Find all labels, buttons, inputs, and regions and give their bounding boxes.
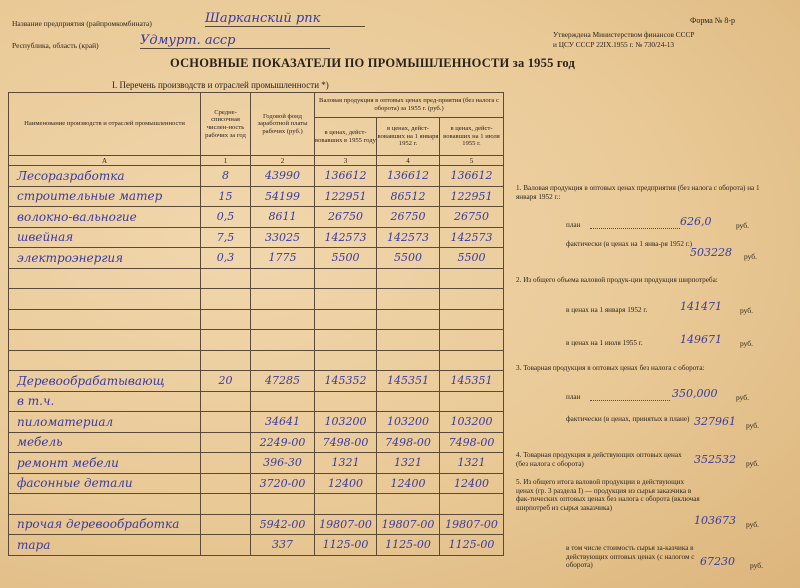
unit: руб.	[746, 421, 759, 430]
table-row	[9, 268, 504, 289]
table-row	[9, 473, 504, 494]
row-wage: 34641	[251, 412, 315, 433]
item3-plan-value: 350,000	[672, 387, 718, 400]
row-gross-current: 5500	[315, 248, 377, 269]
form-number: Форма № 8-р	[690, 16, 736, 25]
col-number: 2	[251, 156, 315, 166]
row-gross-current	[315, 350, 377, 371]
row-name: Лесоразработка	[9, 166, 201, 187]
row-workers	[201, 350, 251, 371]
row-wage	[251, 391, 315, 412]
row-workers	[201, 309, 251, 330]
section-subtitle: I. Перечень производств и отраслей промышленности *)	[112, 80, 329, 90]
row-name: строительные матер	[9, 186, 201, 207]
row-gross-jul1955: 136612	[440, 166, 504, 187]
dot-leader	[590, 400, 670, 401]
row-name: фасонные детали	[9, 473, 201, 494]
row-workers: 20	[201, 371, 251, 392]
row-name	[9, 309, 201, 330]
row-workers	[201, 535, 251, 556]
row-gross-jul1955	[440, 494, 504, 515]
row-workers: 8	[201, 166, 251, 187]
row-wage	[251, 309, 315, 330]
row-gross-current: 1125-00	[315, 535, 377, 556]
row-workers	[201, 514, 251, 535]
unit: руб.	[740, 306, 753, 315]
table-row	[9, 309, 504, 330]
table-row	[9, 166, 504, 187]
row-gross-current: 136612	[315, 166, 377, 187]
region-label: Республика, область (край)	[12, 41, 99, 50]
row-workers	[201, 412, 251, 433]
row-gross-current: 12400	[315, 473, 377, 494]
row-gross-jan1952: 142573	[377, 227, 440, 248]
row-gross-jul1955: 142573	[440, 227, 504, 248]
row-workers	[201, 391, 251, 412]
row-gross-jul1955	[440, 289, 504, 310]
table-row	[9, 494, 504, 515]
row-name	[9, 289, 201, 310]
row-gross-jul1955	[440, 268, 504, 289]
header-current-prices: в ценах, дейст-вовавших в 1955 году	[315, 118, 377, 156]
row-gross-jul1955: 145351	[440, 371, 504, 392]
row-workers	[201, 473, 251, 494]
row-name: Деревообрабатывающ	[9, 371, 201, 392]
item1-fact-value: 503228	[690, 246, 732, 259]
row-wage: 2249-00	[251, 432, 315, 453]
unit: руб.	[744, 252, 757, 261]
item2-b-label: в ценах на 1 июля 1955 г.	[566, 339, 643, 347]
row-wage	[251, 494, 315, 515]
table-row	[9, 535, 504, 556]
row-gross-jan1952	[377, 268, 440, 289]
table-row	[9, 227, 504, 248]
row-name: мебель	[9, 432, 201, 453]
row-gross-current: 142573	[315, 227, 377, 248]
row-wage: 33025	[251, 227, 315, 248]
row-wage	[251, 268, 315, 289]
region-value: Удмурт. асср	[140, 33, 330, 49]
header-jul1955-prices: в ценах, дейст-вовавших на 1 июля 1955 г.	[440, 118, 504, 156]
row-workers	[201, 289, 251, 310]
row-workers	[201, 432, 251, 453]
table-row	[9, 514, 504, 535]
row-gross-jul1955: 7498-00	[440, 432, 504, 453]
row-gross-current	[315, 494, 377, 515]
row-gross-jan1952: 145351	[377, 371, 440, 392]
item3-text: 3. Товарная продукция в оптовых ценах без налога с оборота:	[516, 364, 705, 372]
row-gross-jul1955	[440, 330, 504, 351]
approved-line-1: Утверждена Министерством финансов СССР	[553, 30, 695, 39]
row-gross-jan1952	[377, 494, 440, 515]
row-gross-jan1952: 136612	[377, 166, 440, 187]
col-number: 1	[201, 156, 251, 166]
row-workers	[201, 268, 251, 289]
row-gross-jul1955: 5500	[440, 248, 504, 269]
row-gross-jul1955: 26750	[440, 207, 504, 228]
row-gross-jul1955: 12400	[440, 473, 504, 494]
table-row	[9, 248, 504, 269]
table-row	[9, 350, 504, 371]
row-name: тара	[9, 535, 201, 556]
row-wage: 337	[251, 535, 315, 556]
row-name: пиломатериал	[9, 412, 201, 433]
row-gross-jan1952: 7498-00	[377, 432, 440, 453]
row-name: волокно-вальногие	[9, 207, 201, 228]
row-name	[9, 268, 201, 289]
row-gross-jan1952: 5500	[377, 248, 440, 269]
row-wage: 47285	[251, 371, 315, 392]
row-gross-current: 145352	[315, 371, 377, 392]
enterprise-label: Название предприятия (райпромкомбината)	[12, 19, 152, 28]
item1-fact-label: фактически (в ценах на 1 янва-ря 1952 г.)	[566, 240, 693, 248]
unit: руб.	[746, 459, 759, 468]
row-gross-jan1952: 26750	[377, 207, 440, 228]
col-number: 4	[377, 156, 440, 166]
row-gross-current	[315, 330, 377, 351]
row-gross-jul1955: 103200	[440, 412, 504, 433]
item5-text: 5. Из общего итога валовой продукции в действующих ценах (гр. 3 раздела I) — продукция из сырья заказчика в фак-тических оптовых ценах без налога с оборота (включая ширпотреб из сырья заказчика)	[516, 478, 700, 512]
row-gross-current	[315, 289, 377, 310]
row-gross-jan1952: 86512	[377, 186, 440, 207]
row-gross-jan1952: 12400	[377, 473, 440, 494]
item3-fact-label: фактически (в ценах, принятых в плане)	[566, 415, 690, 423]
approved-line-2: и ЦСУ СССР 22IX.1955 г. № 730/24-13	[553, 40, 675, 49]
row-gross-jan1952: 1125-00	[377, 535, 440, 556]
row-gross-current: 122951	[315, 186, 377, 207]
table-row	[9, 289, 504, 310]
row-gross-current: 19807-00	[315, 514, 377, 535]
item3-plan-label: план	[566, 393, 581, 401]
unit: руб.	[736, 393, 749, 402]
row-workers: 0,3	[201, 248, 251, 269]
row-gross-jul1955	[440, 391, 504, 412]
row-workers: 7,5	[201, 227, 251, 248]
col-number: А	[9, 156, 201, 166]
row-name	[9, 330, 201, 351]
table-row	[9, 412, 504, 433]
row-name: ремонт мебели	[9, 453, 201, 474]
table-row	[9, 432, 504, 453]
row-gross-jul1955	[440, 309, 504, 330]
item1-plan-label: план	[566, 221, 581, 229]
row-name: прочая деревообработка	[9, 514, 201, 535]
row-gross-current	[315, 391, 377, 412]
row-gross-jan1952: 103200	[377, 412, 440, 433]
row-name	[9, 350, 201, 371]
row-workers	[201, 453, 251, 474]
row-gross-jul1955: 122951	[440, 186, 504, 207]
table-row	[9, 371, 504, 392]
row-workers	[201, 494, 251, 515]
row-gross-jan1952	[377, 391, 440, 412]
item3-fact-value: 327961	[694, 415, 736, 428]
item2-a-value: 141471	[680, 300, 722, 313]
item5-value: 103673	[694, 514, 736, 527]
row-gross-current: 103200	[315, 412, 377, 433]
row-gross-jan1952	[377, 330, 440, 351]
row-gross-jul1955: 1321	[440, 453, 504, 474]
item1-plan-value: 626,0	[680, 215, 712, 228]
header-wage: Годовой фонд заработной платы рабочих (руб.)	[251, 93, 315, 156]
row-wage	[251, 289, 315, 310]
row-name: швейная	[9, 227, 201, 248]
page-title: ОСНОВНЫЕ ПОКАЗАТЕЛИ ПО ПРОМЫШЛЕННОСТИ за 1955 год	[170, 56, 576, 70]
row-gross-current: 7498-00	[315, 432, 377, 453]
row-gross-jul1955	[440, 350, 504, 371]
row-wage: 8611	[251, 207, 315, 228]
row-gross-jan1952	[377, 289, 440, 310]
dot-leader	[590, 228, 680, 229]
row-name	[9, 494, 201, 515]
row-workers: 15	[201, 186, 251, 207]
table-row	[9, 186, 504, 207]
col-number: 3	[315, 156, 377, 166]
row-gross-jul1955: 1125-00	[440, 535, 504, 556]
header-gross-output: Валовая продукция в оптовых ценах пред-приятия (без налога с оборота) за 1955 г. (руб.)	[315, 93, 504, 118]
row-wage: 1775	[251, 248, 315, 269]
row-wage: 396-30	[251, 453, 315, 474]
unit: руб.	[750, 561, 763, 570]
row-gross-jan1952	[377, 309, 440, 330]
item2-text: 2. Из общего объема валовой продук-ции продукция ширпотреба:	[516, 276, 718, 284]
row-name: электроэнергия	[9, 248, 201, 269]
table-row	[9, 207, 504, 228]
item5-sub-text: в том числе стоимость сырья за-казчика в действующих оптовых ценах (с налогом с оборота)	[566, 544, 695, 570]
row-gross-jan1952	[377, 350, 440, 371]
row-gross-current: 26750	[315, 207, 377, 228]
row-wage: 5942-00	[251, 514, 315, 535]
row-wage: 3720-00	[251, 473, 315, 494]
col-number: 5	[440, 156, 504, 166]
row-wage: 43990	[251, 166, 315, 187]
row-gross-jan1952: 19807-00	[377, 514, 440, 535]
item1-text: 1. Валовая продукция в оптовых ценах предприятия (без налога с оборота) на 1 января 1952 г.:	[516, 184, 760, 201]
enterprise-value: Шарканский рпк	[205, 11, 365, 27]
table-row	[9, 330, 504, 351]
unit: руб.	[736, 221, 749, 230]
item4-value: 352532	[694, 453, 736, 466]
row-gross-current: 1321	[315, 453, 377, 474]
item2-a-label: в ценах на 1 января 1952 г.	[566, 306, 648, 314]
row-name: в т.ч.	[9, 391, 201, 412]
row-workers	[201, 330, 251, 351]
row-workers: 0,5	[201, 207, 251, 228]
header-name: Наименование производств и отраслей промышленности	[9, 93, 201, 156]
row-wage	[251, 350, 315, 371]
row-wage	[251, 330, 315, 351]
row-wage: 54199	[251, 186, 315, 207]
row-gross-current	[315, 268, 377, 289]
unit: руб.	[746, 520, 759, 529]
item4-text: 4. Товарная продукция в действующих оптовых ценах (без налога с оборота)	[516, 451, 682, 468]
row-gross-jul1955: 19807-00	[440, 514, 504, 535]
production-table	[8, 92, 504, 556]
row-gross-current	[315, 309, 377, 330]
table-row	[9, 391, 504, 412]
header-workers: Средне-списочная числен-ность рабочих за год	[201, 93, 251, 156]
header-jan1952-prices: в ценах, дейст-вовавших на 1 января 1952 г.	[377, 118, 440, 156]
row-gross-jan1952: 1321	[377, 453, 440, 474]
unit: руб.	[740, 339, 753, 348]
item5-sub-value: 67230	[700, 555, 735, 568]
table-row	[9, 453, 504, 474]
item2-b-value: 149671	[680, 333, 722, 346]
